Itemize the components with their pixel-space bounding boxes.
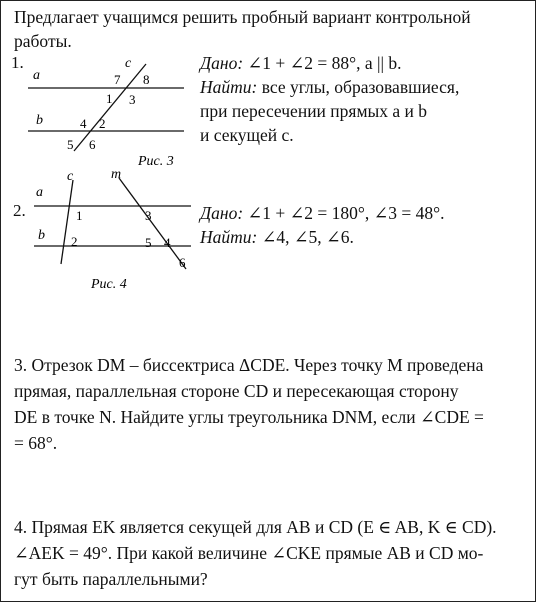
angle-3: 3 [129,92,136,107]
label-b: b [36,113,43,128]
task1-given-text: ∠1 + ∠2 = 88°, a || b. [247,53,402,73]
angle-3: 3 [145,208,152,223]
task3-line-1: 3. Отрезок DM – биссектриса ΔCDE. Через точку M проведена [14,355,484,375]
task1-number: 1. [11,53,24,72]
angle-2: 2 [71,234,78,249]
figure-3 [1,51,201,181]
intro-line-1: Предлагает учащимся решить пробный вариант контрольной [14,7,471,27]
task4-line-2: ∠AEK = 49°. При какой величине ∠CKE прямые AB и CD мо- [14,543,484,563]
label-b: b [38,228,45,243]
task3-line-4: = 68°. [14,433,58,453]
task3-line-3: DE в точке N. Найдите углы треугольника DNM, если ∠CDE = [14,407,484,427]
angle-6: 6 [179,255,186,270]
task2-given [200,201,445,225]
task1-find [200,75,459,99]
task2-given-text: ∠1 + ∠2 = 180°, ∠3 = 48°. [247,203,445,223]
label-c: c [67,169,74,184]
task2-given-label: Дано: [200,203,244,223]
task1-given-label: Дано: [200,53,244,73]
figure-3-caption: Рис. 3 [138,154,174,169]
task2-number: 2. [13,201,26,220]
line-c [74,64,146,151]
task4-line-3: гут быть параллельными? [14,569,208,589]
task1-find-line-3: и секущей c. [200,125,294,145]
label-a: a [33,68,40,83]
angle-6: 6 [89,137,96,152]
label-a: a [36,185,43,200]
task1-find-line-1: все углы, образовавшиеся, [261,77,460,97]
task2-find-text: ∠4, ∠5, ∠6. [261,227,354,247]
label-c: c [125,56,132,71]
task4-line-1: 4. Прямая EK является секущей для AB и CD (E ∈ AB, K ∈ CD). [14,517,497,537]
task2-find [200,225,354,249]
angle-1: 1 [76,208,83,223]
angle-7: 7 [114,72,121,87]
angle-4: 4 [80,116,87,131]
task3-line-2: прямая, параллельная стороне CD и пересекающая сторону [14,381,459,401]
figure-4-caption: Рис. 4 [91,277,127,292]
figure-4 [1,166,201,296]
label-m: m [111,167,122,182]
angle-5: 5 [67,137,74,152]
intro-line-2: работы. [14,31,72,51]
task1-find-line-2: при пересечении прямых a и b [200,101,428,121]
angle-4: 4 [164,235,171,250]
line-c [61,180,73,264]
angle-8: 8 [143,72,150,87]
angle-1: 1 [106,91,113,106]
task1-given [200,51,402,75]
angle-2: 2 [99,116,106,131]
angle-5: 5 [145,235,152,250]
line-m [119,178,186,269]
task2-find-label: Найти: [200,227,258,247]
task1-find-label: Найти: [200,77,258,97]
